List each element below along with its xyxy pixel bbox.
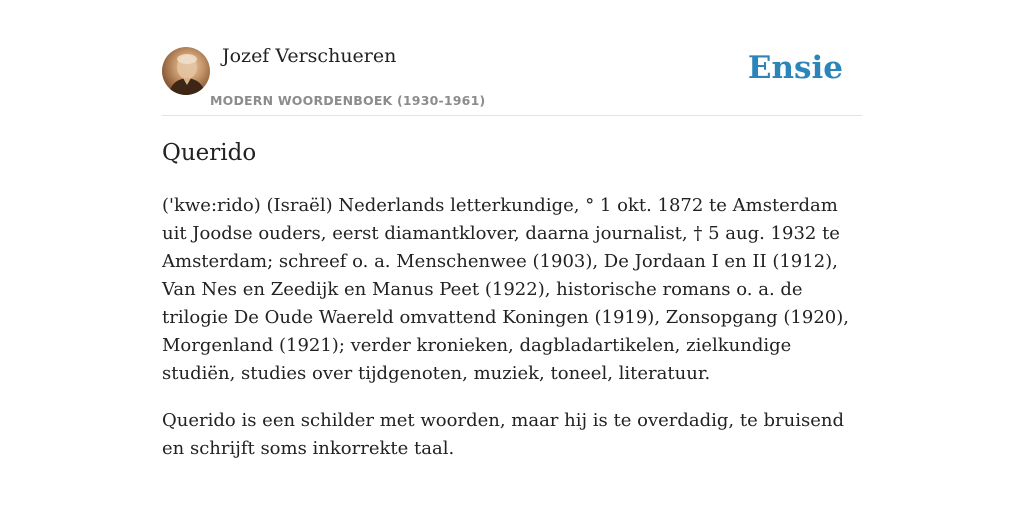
source-label[interactable]: MODERN WOORDENBOEK (1930-1961) <box>210 93 486 108</box>
entry-title: Querido <box>162 140 257 166</box>
entry-paragraph: Querido is een schilder met woorden, maar hij is te overdadig, te bruisend en schrijft soms inkorrekte taal. <box>162 410 844 459</box>
brand-logo[interactable]: Ensie <box>747 50 843 86</box>
entry-card <box>162 0 862 512</box>
author-name[interactable]: Jozef Verschueren <box>222 45 397 67</box>
entry-body <box>162 192 862 482</box>
entry-paragraph: ('kwe:rido) (Israël) Nederlands letterkundige, ° 1 okt. 1872 te Amsterdam uit Joodse ouders, eerst diamantklover, daarna journalist, † 5 aug. 1932 te Amsterdam; schreef o. a. Menschenwee (1903), De Jordaan I en II (1912), Van Nes en Zeedijk en Manus Peet (1922), historische romans o. a. de trilogie De Oude Waereld omvattend Koningen (1919), Zonsopgang (1920), Morgenland (1921); verder kronieken, dagbladartikelen, zielkundige studiën, studies over tijdgenoten, muziek, toneel, literatuur. <box>162 195 849 384</box>
portrait-image <box>162 47 210 95</box>
author-avatar[interactable] <box>162 47 210 95</box>
header-divider <box>162 115 862 116</box>
